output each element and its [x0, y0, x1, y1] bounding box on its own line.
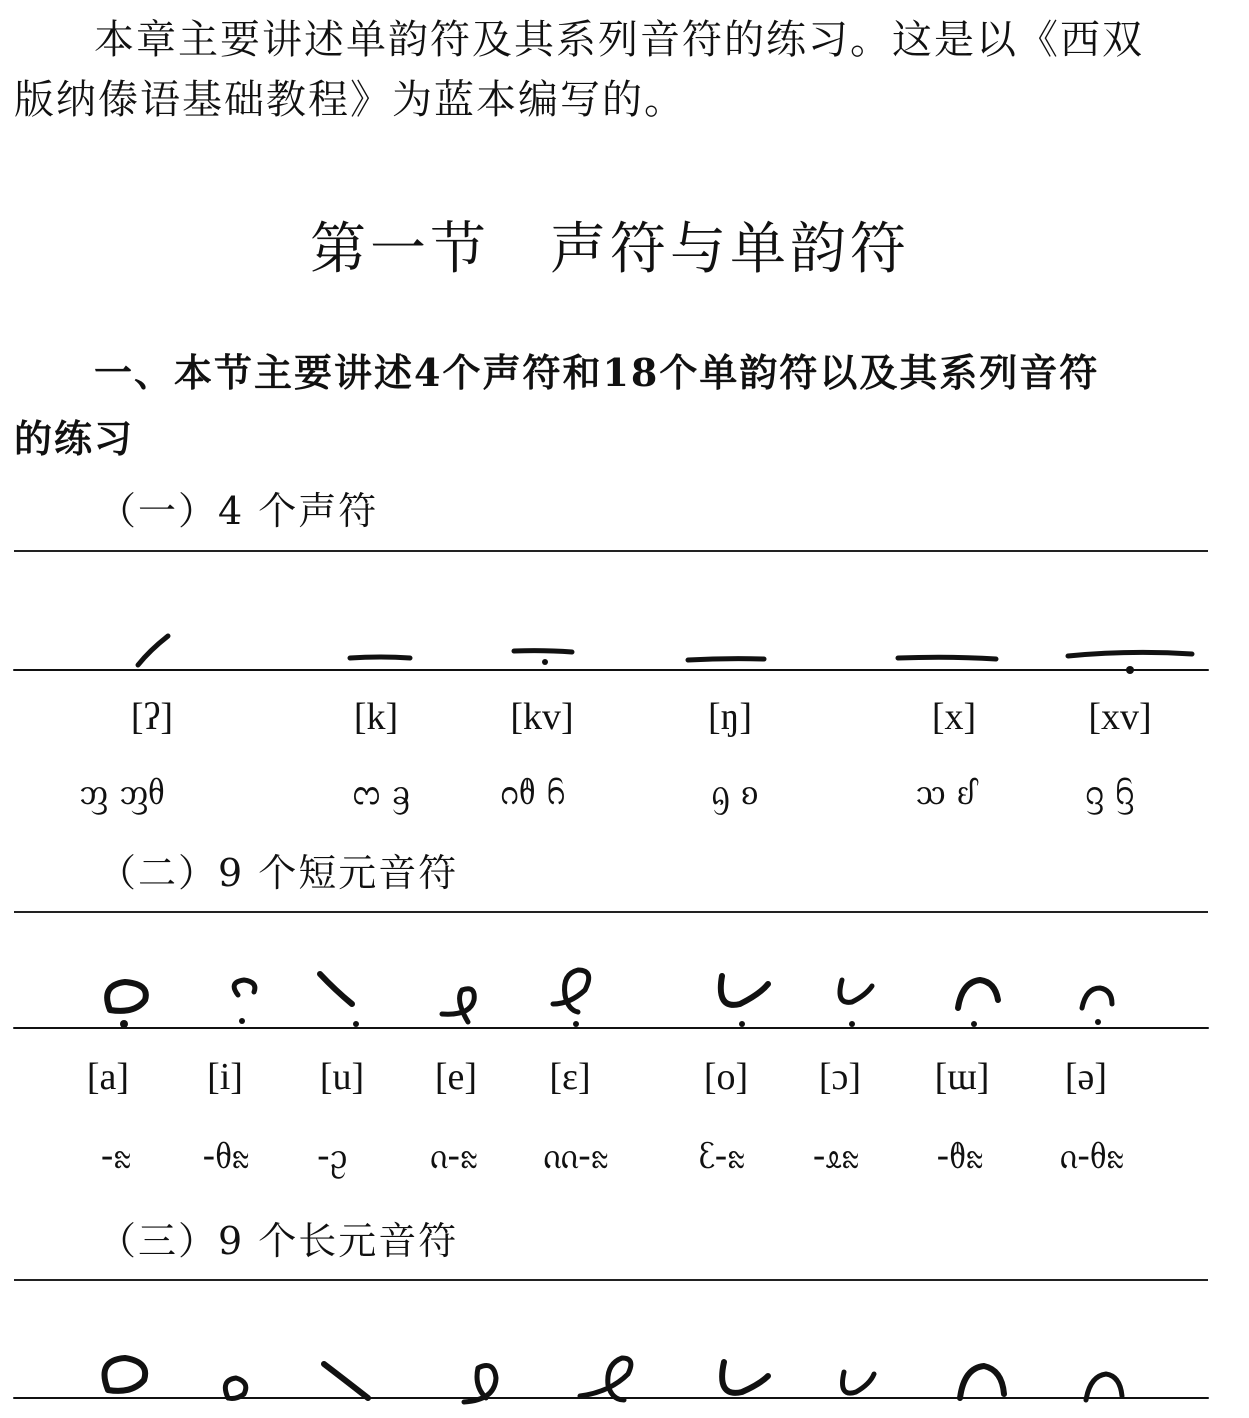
- ipa-label: [u]: [319, 1056, 365, 1098]
- ipa-label: [a]: [86, 1056, 130, 1098]
- ipa-label: [ŋ]: [707, 696, 753, 738]
- subsection-title-consonants: （一）4 个声符: [98, 489, 379, 533]
- stroke-aa: [104, 1358, 145, 1391]
- tai-lue-glyphs: ᦵ-ᦲᦰ: [1059, 1136, 1125, 1177]
- tai-lue-glyphs: ᦷ-ᦰ: [698, 1136, 746, 1177]
- heading-line-2: 的练习: [14, 416, 135, 461]
- ipa-label: [ʔ]: [130, 696, 174, 738]
- subsection-title-short-vowels: （二）9 个短元音符: [98, 851, 459, 895]
- tai-lue-glyphs: ᦂ ᦃ: [352, 772, 410, 813]
- ipa-label: [ɔ]: [818, 1056, 862, 1098]
- stroke-uu: [324, 1364, 368, 1398]
- tai-lue-glyphs: ᦶ-ᦰ: [543, 1136, 609, 1177]
- tai-lue-glyphs: -ᦹᦰ: [936, 1136, 984, 1177]
- ipa-label: [k]: [353, 696, 399, 738]
- section-title: 第一节 声符与单韵符: [310, 217, 910, 282]
- tai-lue-glyphs: ᦋ ᦌ: [1085, 772, 1135, 813]
- intro-line-2: 版纳傣语基础教程》为蓝本编写的。: [14, 77, 686, 123]
- stroke-ae-long: [580, 1358, 631, 1400]
- stroke-ue-long: [960, 1366, 1004, 1398]
- tai-lue-glyphs: -ᦰ: [100, 1136, 132, 1177]
- heading-line-1: 一、本节主要讲述4个声符和18个单韵符以及其系列音符: [94, 350, 1100, 395]
- tai-lue-glyphs: ᦀ ᦀᦲ: [79, 772, 165, 813]
- tai-lue-glyphs: -ᦲᦰ: [202, 1136, 250, 1177]
- stroke-aw-long: [843, 1372, 875, 1393]
- ipa-label: [o]: [703, 1056, 749, 1098]
- ipa-label: [ɛ]: [549, 1056, 591, 1098]
- tai-lue-glyphs: ᦇ ᦈ: [711, 772, 759, 813]
- stroke-ee-long: [464, 1366, 496, 1402]
- ipa-label: [kv]: [510, 696, 574, 738]
- stroke-oo: [722, 1362, 768, 1393]
- subsection-title-long-vowels: （三）9 个长元音符: [98, 1219, 459, 1263]
- stroke-ii: [225, 1378, 245, 1399]
- tai-lue-glyphs: ᦅᦹ ᦆ: [500, 772, 566, 813]
- ipa-label: [ɯ]: [934, 1056, 990, 1098]
- ipa-label: [x]: [931, 696, 977, 738]
- ipa-label: [i]: [207, 1056, 243, 1098]
- tai-lue-glyphs: -ᦸᦰ: [812, 1136, 860, 1177]
- tai-lue-glyphs: ᦉ ᦊ: [915, 772, 975, 813]
- tai-lue-glyphs: -ᦳ: [316, 1136, 348, 1177]
- intro-line-1: 本章主要讲述单韵符及其系列音符的练习。这是以《西双: [94, 17, 1144, 63]
- tai-lue-glyphs: ᦵ-ᦰ: [429, 1136, 479, 1177]
- ipa-label: [ə]: [1064, 1056, 1108, 1098]
- ipa-label: [e]: [434, 1056, 478, 1098]
- ipa-label: [xv]: [1088, 696, 1152, 738]
- stroke-er-long: [1086, 1374, 1122, 1400]
